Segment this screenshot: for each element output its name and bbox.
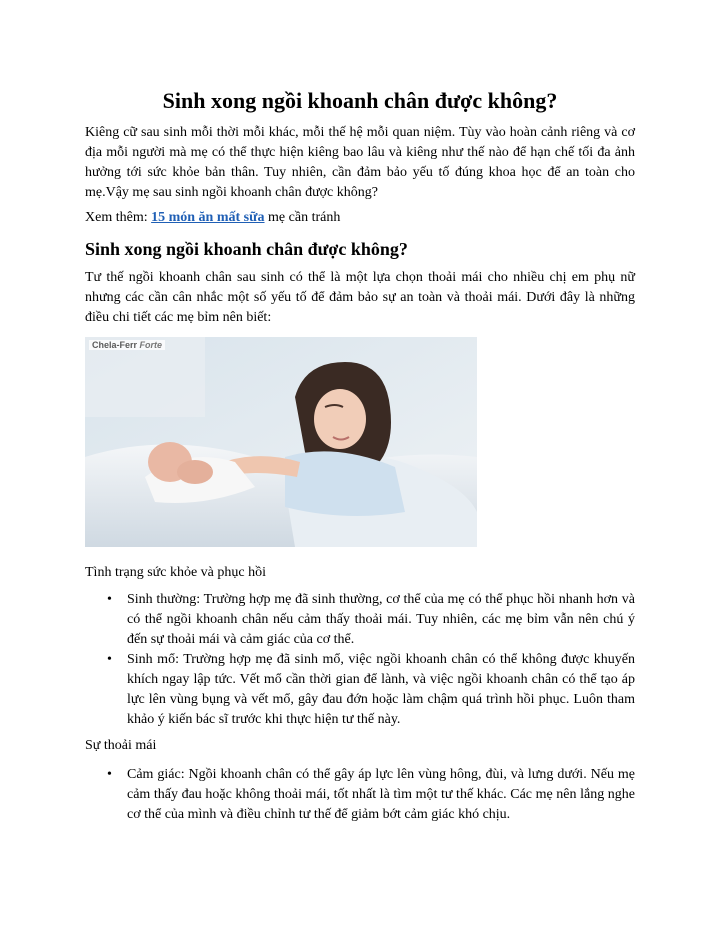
section2-label: Sự thoải mái [85,738,157,753]
brand-logo-name: Chela-Ferr [92,340,138,350]
mother-baby-photo [85,337,477,547]
section1-label: Tình trạng sức khỏe và phục hồi [85,565,266,580]
see-also-prefix: Xem thêm: [85,210,152,225]
page-title: Sinh xong ngồi khoanh chân được không? [162,88,558,113]
see-also-line [85,208,635,228]
see-also-suffix: mẹ cần tránh [264,210,341,225]
list-item: • Sinh mổ: Trường hợp mẹ đã sinh mổ, việc ngồi khoanh chân có thể không được khuyến khích ngay lập tức. Vết mổ cần thời gian để lành, và việc ngồi khoanh chân có thể tạo áp lực lên vùng bụng và vết mổ, gây đau đớn hoặc làm chậm quá trình hồi phục. Luôn tham khảo ý kiến bác sĩ trước khi thực hiện tư thế này. [85,650,635,730]
section-intro-paragraph: Tư thế ngồi khoanh chân sau sinh có thể là một lựa chọn thoải mái cho nhiều chị em phụ nữ nhưng các cần cân nhắc một số yếu tố để đảm bảo sự an toàn và thoải mái. Dưới đây là những điều chi tiết các mẹ bỉm nên biết: [85,270,635,325]
intro-paragraph: Kiêng cữ sau sinh mỗi thời mỗi khác, mỗi thế hệ mỗi quan niệm. Tùy vào hoàn cảnh riêng và cơ địa mỗi người mà mẹ có thể thực hiện kiêng bao lâu và kiêng như thế nào để hạn chế tối đa ảnh hưởng tới sức khỏe bản thân. Tuy nhiên, cần đảm bảo yếu tố đúng khoa học để an toàn cho mẹ.Vậy mẹ sau sinh ngồi khoanh chân được không? [85,125,635,200]
section1-list [85,590,635,730]
brand-logo [89,340,165,350]
section-heading: Sinh xong ngồi khoanh chân được không? [85,239,408,259]
brand-logo-suffix: Forte [139,340,163,350]
list-item: • Sinh thường: Trường hợp mẹ đã sinh thường, cơ thể của mẹ có thể phục hồi nhanh hơn và có thể ngồi khoanh chân nếu cảm thấy thoải mái. Tuy nhiên, các mẹ bỉm vẫn nên chú ý đến sự thoải mái và cảm giác của cơ thể. [85,590,635,650]
list-item: • Cảm giác: Ngồi khoanh chân có thể gây áp lực lên vùng hông, đùi, và lưng dưới. Nếu mẹ cảm thấy đau hoặc không thoải mái, tốt nhất là tìm một tư thế khác. Các mẹ nên lắng nghe cơ thể của mình và điều chỉnh tư thế để giảm bớt cảm giác khó chịu. [85,765,635,825]
section2-list [85,765,635,825]
see-also-link[interactable]: 15 món ăn mất sữa [151,210,265,225]
